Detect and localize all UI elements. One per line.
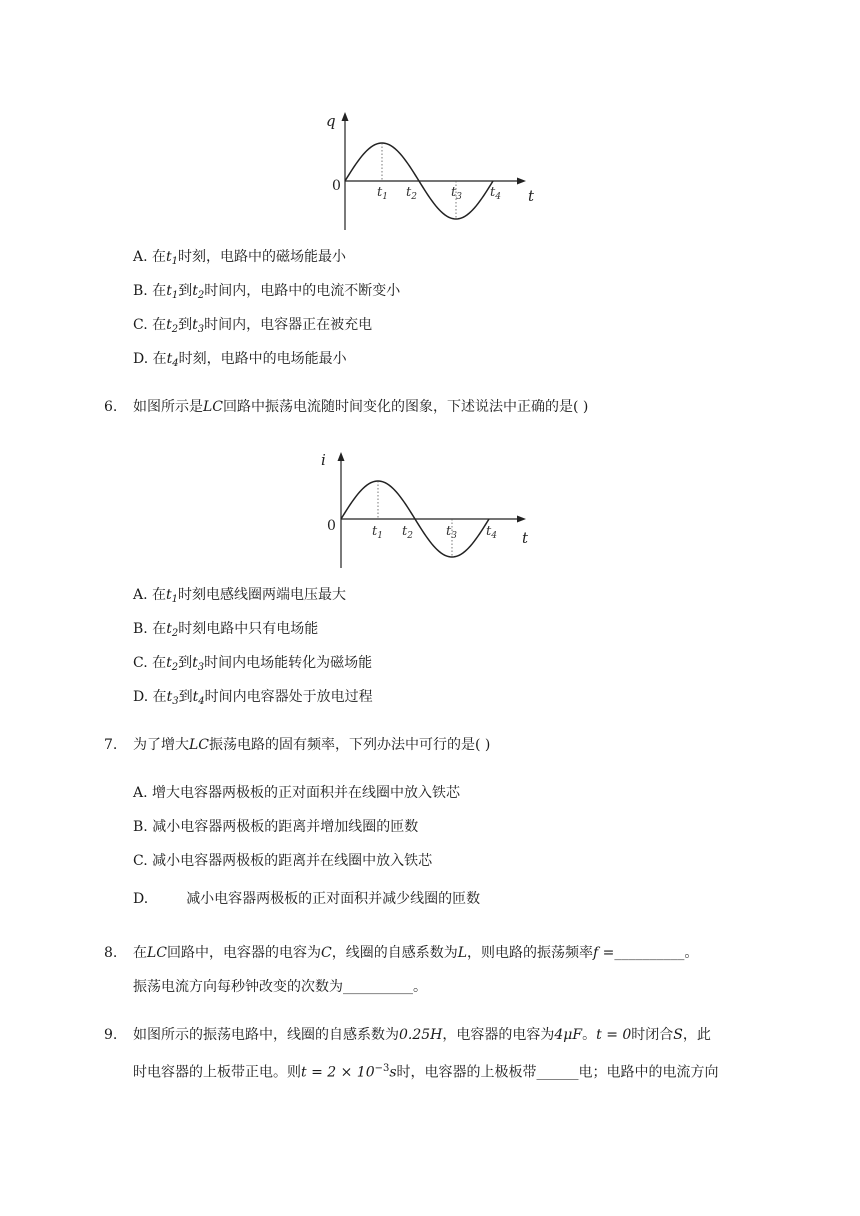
i-t-graph [314, 448, 534, 573]
y-axis-label: i [321, 451, 326, 469]
origin-label: 0 [332, 178, 341, 194]
y-axis-label: q [326, 112, 336, 130]
tick-t1: $t_1$ [377, 185, 388, 202]
q6-option-c[interactable]: C. 在$t_2$到$t_3$时间内电场能转化为磁场能 [133, 655, 373, 673]
q5-option-c[interactable]: C. 在$t_2$到$t_3$时间内，电容器正在被充电 [133, 317, 373, 335]
tick-t3: $t_3$ [451, 185, 462, 202]
tick-t4: $t_4$ [486, 524, 497, 541]
q5-option-a[interactable]: A. 在$t_1$时刻，电路中的磁场能最小 [133, 249, 347, 267]
tick-t2: $t_2$ [406, 185, 417, 202]
q8-answer-blank-1[interactable]: =__________。 [598, 945, 699, 961]
tick-t3: $t_3$ [446, 524, 457, 541]
q6-stem: 如图所示是LC回路中振荡电流随时间变化的图象，下述说法中正确的是( ) [133, 399, 589, 415]
q7-option-a[interactable]: A. 增大电容器两极板的正对面积并在线圈中放入铁芯 [133, 785, 461, 801]
q9-stem-line2[interactable]: 时电容器的上板带正电。则$t = 2 \times 10^{-3}s$时，电容器的上极板带______电；电路中的电流方向 [133, 1063, 719, 1081]
q7-stem: 为了增大LC振荡电路的固有频率，下列办法中可行的是( ) [133, 737, 491, 753]
q7-option-b[interactable]: B. 减小电容器两极板的距离并增加线圈的匝数 [133, 819, 419, 835]
q5-option-d[interactable]: D. 在$t_4$时刻，电路中的电场能最小 [133, 351, 347, 369]
q5-option-b[interactable]: B. 在$t_1$到$t_2$时间内，电路中的电流不断变小 [133, 283, 401, 301]
y-axis-arrow [338, 452, 345, 461]
q9-number: 9. [104, 1027, 118, 1043]
q8-number: 8. [104, 945, 118, 961]
q-t-graph [318, 108, 538, 228]
q7-option-d[interactable]: D. 减小电容器两极板的正对面积并减少线圈的匝数 [133, 891, 481, 907]
tick-t1: $t_1$ [372, 524, 383, 541]
tick-t2: $t_2$ [402, 524, 413, 541]
origin-label: 0 [327, 518, 336, 534]
q8-stem-line1: 在LC回路中，电容器的电容为C，线圈的自感系数为L，则电路的振荡频率f =__________。 [133, 945, 699, 961]
x-axis-arrow [517, 178, 526, 185]
q6-number: 6. [104, 399, 118, 415]
q6-option-a[interactable]: A. 在$t_1$时刻电感线圈两端电压最大 [133, 587, 347, 605]
q6-option-d[interactable]: D. 在$t_3$到$t_4$时间内电容器处于放电过程 [133, 689, 373, 707]
q6-option-b[interactable]: B. 在$t_2$时刻电路中只有电场能 [133, 621, 319, 639]
x-axis-label: t [522, 529, 529, 547]
y-axis-arrow [342, 112, 349, 121]
q7-number: 7. [104, 737, 118, 753]
tick-t4: $t_4$ [490, 185, 501, 202]
x-axis-arrow [517, 516, 526, 523]
q9-stem-line1: 如图所示的振荡电路中，线圈的自感系数为0.25H，电容器的电容为4μF。t = 0时闭合S，此 [133, 1027, 711, 1043]
x-axis-label: t [528, 187, 535, 205]
q8-stem-line2[interactable]: 振荡电流方向每秒钟改变的次数为__________。 [133, 979, 427, 995]
q7-option-c[interactable]: C. 减小电容器两极板的距离并在线圈中放入铁芯 [133, 853, 433, 869]
